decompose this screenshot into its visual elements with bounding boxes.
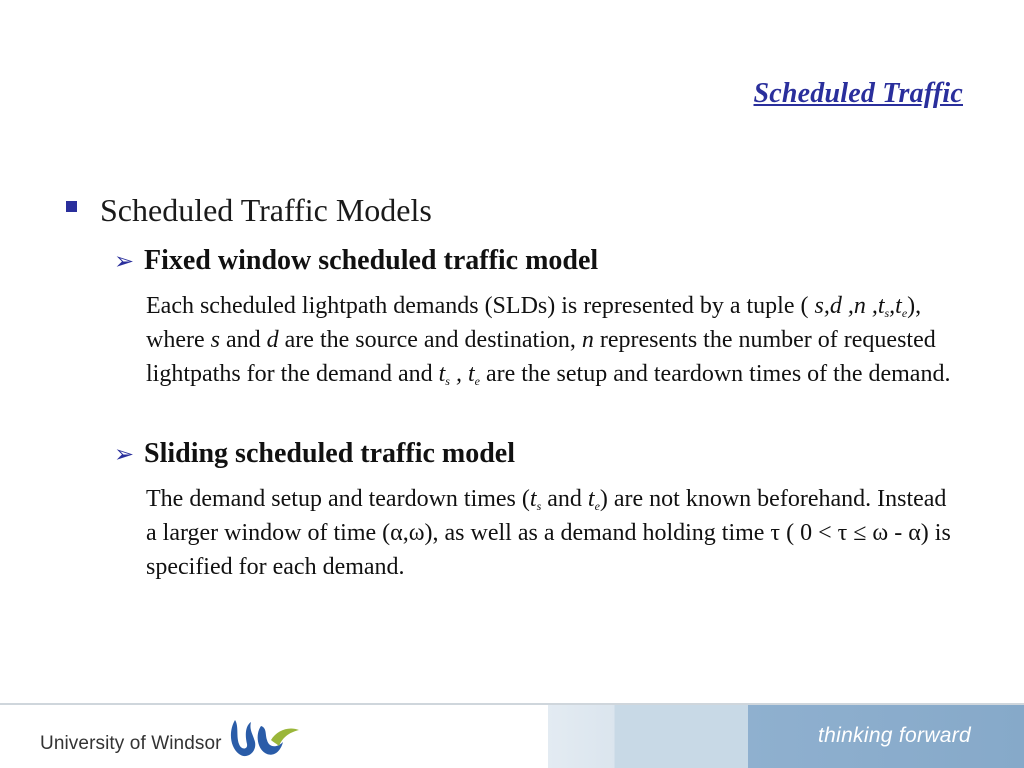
section-paragraph-sliding: The demand setup and teardown times ($t_s$ and $t_e$) are not known beforehand. Instead a larger window of time (α,ω), as well as a demand holding time τ ( 0 < τ ≤ ω - α) is specified for each demand. bbox=[146, 486, 951, 580]
university-name: University of Windsor bbox=[40, 733, 222, 754]
section-heading-fixed-window bbox=[114, 244, 598, 278]
arrow-bullet-icon: ➢ bbox=[114, 247, 135, 275]
section-paragraph-fixed-window: Each scheduled lightpath demands (SLDs) is represented by a tuple ( s,d ,n $,t_s,t_e$), where s and d are the source and destination, n represents the number of requested lightpaths for the demand and $t_s$ , $t_e$ are the setup and teardown times of the demand. bbox=[146, 293, 951, 388]
main-bullet-text: Scheduled Traffic Models bbox=[100, 192, 432, 228]
section-heading-text: Fixed window scheduled traffic model bbox=[144, 245, 599, 276]
footer-tagline: thinking forward bbox=[818, 724, 972, 747]
slide-title: Scheduled Traffic bbox=[753, 78, 963, 109]
university-logo-icon bbox=[225, 716, 301, 760]
arrow-bullet-icon: ➢ bbox=[114, 440, 135, 468]
square-bullet-icon bbox=[66, 201, 77, 212]
section-heading-text: Sliding scheduled traffic model bbox=[144, 438, 516, 469]
section-heading-sliding bbox=[114, 437, 515, 471]
